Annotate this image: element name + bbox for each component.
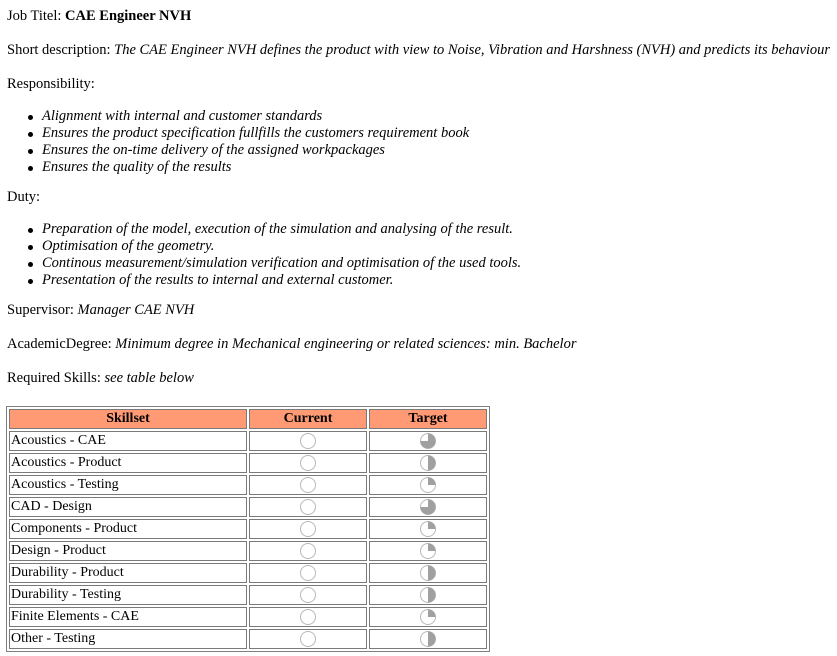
skill-name-cell: Other - Testing <box>9 629 247 649</box>
skill-level-pie-icon <box>299 520 317 538</box>
skill-name-cell: Design - Product <box>9 541 247 561</box>
skills-table-row <box>9 475 487 495</box>
skill-level-pie-icon <box>419 498 437 516</box>
skills-table-row <box>9 453 487 473</box>
responsibility-label: Responsibility: <box>7 76 95 92</box>
skill-name-cell: Acoustics - Testing <box>9 475 247 495</box>
duty-item: Optimisation of the geometry. <box>7 238 837 255</box>
responsibility-item: Ensures the on-time delivery of the assigned workpackages <box>7 142 837 159</box>
current-level-cell <box>249 519 367 539</box>
responsibility-item: Ensures the product specification fullfills the customers requirement book <box>7 125 837 142</box>
academic-degree-label: AcademicDegree: <box>7 336 112 352</box>
target-level-cell <box>369 541 487 561</box>
job-title-label: Job Titel: <box>7 8 62 24</box>
skills-table-row <box>9 497 487 517</box>
job-description <box>7 8 837 387</box>
duty-item: Continous measurement/simulation verification and optimisation of the used tools. <box>7 255 837 272</box>
skill-level-pie-icon <box>299 586 317 604</box>
skills-table-row <box>9 563 487 583</box>
skill-name-cell: Acoustics - CAE <box>9 431 247 451</box>
current-level-cell <box>249 629 367 649</box>
skill-level-pie-icon <box>299 454 317 472</box>
target-level-cell <box>369 607 487 627</box>
skill-level-fill <box>428 588 436 603</box>
skill-level-pie-icon <box>299 564 317 582</box>
duty-label: Duty: <box>7 189 41 205</box>
skill-level-pie-icon <box>299 542 317 560</box>
current-level-cell <box>249 453 367 473</box>
responsibility-item: Ensures the quality of the results <box>7 159 837 176</box>
current-column-header: Current <box>249 409 367 429</box>
skill-name-cell: Acoustics - Product <box>9 453 247 473</box>
academic-degree-line <box>7 336 837 353</box>
supervisor-label: Supervisor: <box>7 302 74 318</box>
skills-table-row <box>9 541 487 561</box>
skill-level-fill <box>428 566 436 581</box>
skill-level-fill <box>428 544 436 552</box>
current-level-cell <box>249 475 367 495</box>
skills-table-row <box>9 607 487 627</box>
target-level-cell <box>369 519 487 539</box>
skill-level-fill <box>428 610 436 618</box>
target-level-cell <box>369 497 487 517</box>
supervisor-value: Manager CAE NVH <box>77 302 195 318</box>
skill-level-pie-icon <box>419 520 437 538</box>
skill-level-fill <box>428 522 436 530</box>
skills-table-body <box>9 431 487 649</box>
job-title-value: CAE Engineer NVH <box>65 8 192 24</box>
skillset-column-header: Skillset <box>9 409 247 429</box>
skills-table <box>6 406 490 652</box>
skills-table-row <box>9 519 487 539</box>
skill-level-pie-icon <box>299 608 317 626</box>
skill-level-pie-icon <box>299 498 317 516</box>
target-level-cell <box>369 475 487 495</box>
target-level-cell <box>369 629 487 649</box>
required-skills-label: Required Skills: <box>7 370 101 386</box>
skill-level-pie-icon <box>419 454 437 472</box>
duty-item: Presentation of the results to internal and external customer. <box>7 272 837 289</box>
skills-table-row <box>9 431 487 451</box>
current-level-cell <box>249 585 367 605</box>
duty-list <box>7 221 837 289</box>
short-description-value: The CAE Engineer NVH defines the product with view to Noise, Vibration and Harshness (NVH) and predicts its behaviour <box>114 42 831 58</box>
skill-level-pie-icon <box>419 564 437 582</box>
required-skills-value: see table below <box>104 370 194 386</box>
supervisor-line <box>7 302 837 319</box>
skill-level-pie-icon <box>419 542 437 560</box>
skill-name-cell: CAD - Design <box>9 497 247 517</box>
skill-name-cell: Durability - Product <box>9 563 247 583</box>
required-skills-line <box>7 370 837 387</box>
responsibility-list <box>7 108 837 176</box>
short-description-label: Short description: <box>7 42 111 58</box>
skill-name-cell: Durability - Testing <box>9 585 247 605</box>
skill-level-pie-icon <box>419 586 437 604</box>
current-level-cell <box>249 541 367 561</box>
skill-level-fill <box>428 632 436 647</box>
responsibility-item: Alignment with internal and customer standards <box>7 108 837 125</box>
skill-name-cell: Finite Elements - CAE <box>9 607 247 627</box>
target-level-cell <box>369 431 487 451</box>
skill-level-fill <box>428 456 436 471</box>
skill-level-pie-icon <box>419 476 437 494</box>
target-level-cell <box>369 563 487 583</box>
current-level-cell <box>249 607 367 627</box>
current-level-cell <box>249 563 367 583</box>
skill-name-cell: Components - Product <box>9 519 247 539</box>
target-column-header: Target <box>369 409 487 429</box>
skill-level-pie-icon <box>299 476 317 494</box>
skill-level-pie-icon <box>299 432 317 450</box>
target-level-cell <box>369 453 487 473</box>
skill-level-fill <box>428 478 436 486</box>
skills-table-row <box>9 585 487 605</box>
duty-item: Preparation of the model, execution of the simulation and analysing of the result. <box>7 221 837 238</box>
short-description-line <box>7 42 837 59</box>
skills-table-header-row <box>9 409 487 429</box>
skill-level-pie-icon <box>419 630 437 648</box>
current-level-cell <box>249 497 367 517</box>
job-title-line <box>7 8 837 25</box>
skill-level-pie-icon <box>419 608 437 626</box>
target-level-cell <box>369 585 487 605</box>
skill-level-pie-icon <box>299 630 317 648</box>
skills-table-row <box>9 629 487 649</box>
skill-level-pie-icon <box>419 432 437 450</box>
academic-degree-value: Minimum degree in Mechanical engineering or related sciences: min. Bachelor <box>115 336 577 352</box>
current-level-cell <box>249 431 367 451</box>
